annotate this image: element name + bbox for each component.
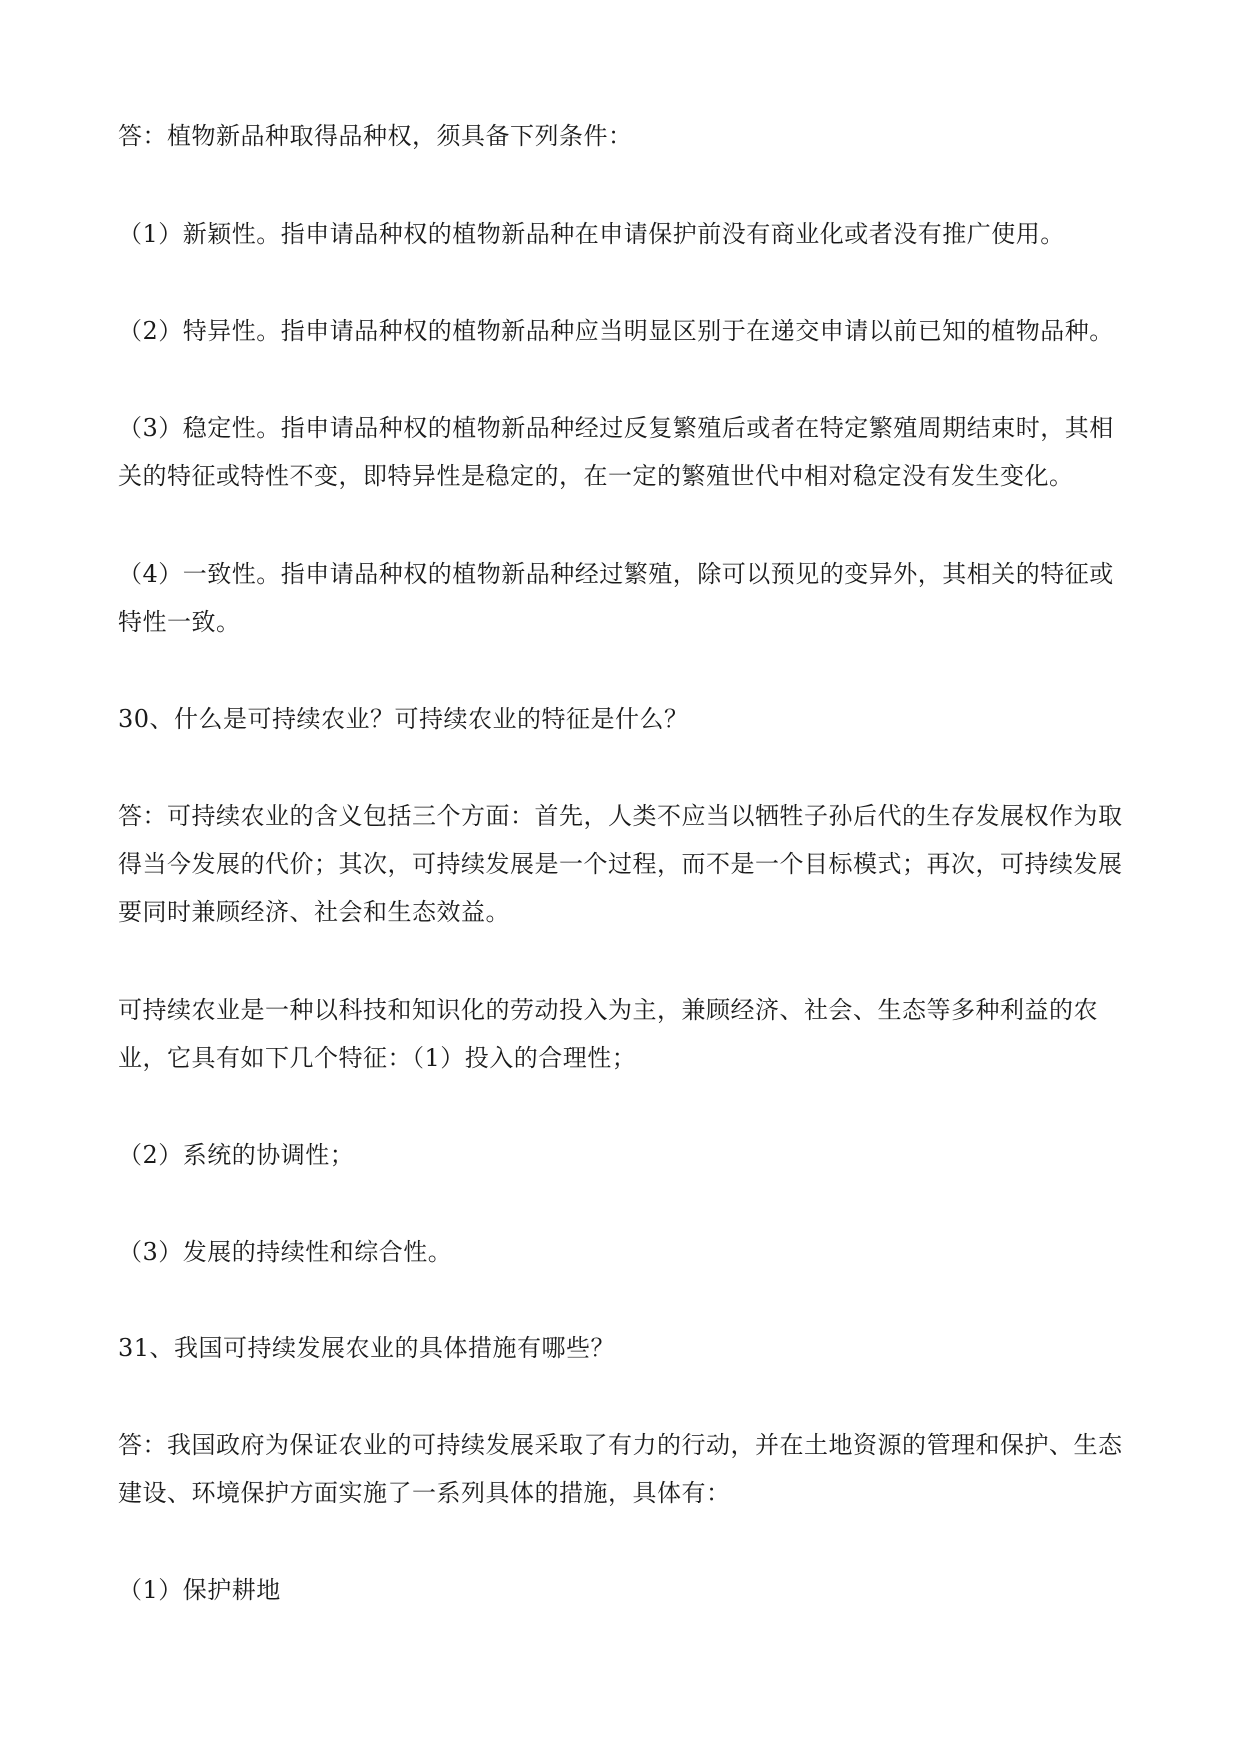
condition-stability: （3）稳定性。指申请品种权的植物新品种经过反复繁殖后或者在特定繁殖周期结束时，其相关的特征或特性不变，即特异性是稳定的，在一定的繁殖世代中相对稳定没有发生变化。	[118, 414, 1114, 490]
condition-distinctness: （2）特异性。指申请品种权的植物新品种应当明显区别于在递交申请以前已知的植物品种。	[118, 317, 1114, 345]
condition-novelty: （1）新颖性。指申请品种权的植物新品种在申请保护前没有商业化或者没有推广使用。	[118, 220, 1065, 248]
question-30: 30、什么是可持续农业？可持续农业的特征是什么？	[118, 705, 689, 733]
question-31: 31、我国可持续发展农业的具体措施有哪些？	[118, 1334, 616, 1362]
condition-uniformity: （4）一致性。指申请品种权的植物新品种经过繁殖，除可以预见的变异外，其相关的特征或特性一致。	[118, 560, 1114, 636]
feature-coordination: （2）系统的协调性；	[118, 1141, 355, 1169]
answer-30-features: 可持续农业是一种以科技和知识化的劳动投入为主，兼顾经济、社会、生态等多种利益的农业，它具有如下几个特征：（1）投入的合理性；	[118, 996, 1098, 1072]
answer-29-intro: 答：植物新品种取得品种权，须具备下列条件：	[118, 122, 633, 150]
feature-sustainability: （3）发展的持续性和综合性。	[118, 1238, 453, 1266]
measure-protect-farmland: （1）保护耕地	[118, 1576, 281, 1604]
answer-30-definition: 答：可持续农业的含义包括三个方面：首先，人类不应当以牺牲子孙后代的生存发展权作为取得当今发展的代价；其次，可持续发展是一个过程，而不是一个目标模式；再次，可持续发展要同时兼顾经济、社会和生态效益。	[118, 802, 1123, 926]
answer-31-intro: 答：我国政府为保证农业的可持续发展采取了有力的行动，并在土地资源的管理和保护、生态建设、环境保护方面实施了一系列具体的措施，具体有：	[118, 1431, 1123, 1507]
